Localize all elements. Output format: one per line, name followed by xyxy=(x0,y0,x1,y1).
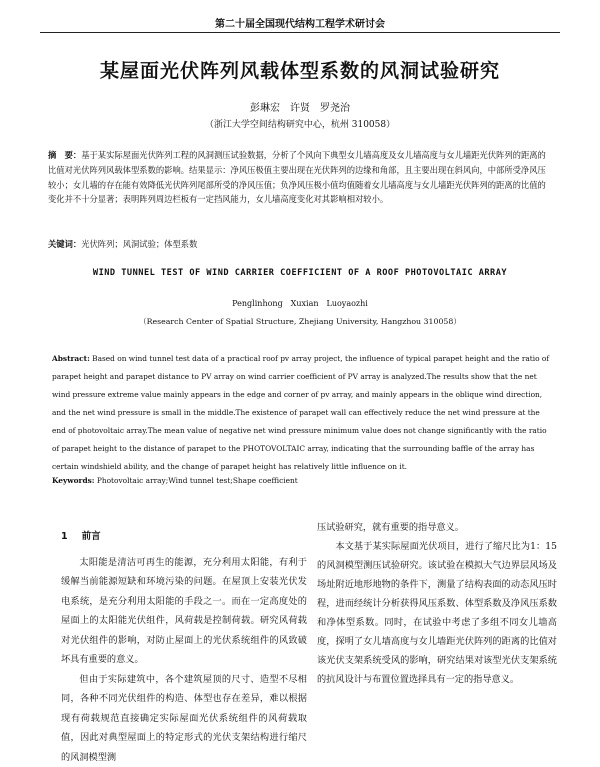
keywords-en-text: Photovoltaic array;Wind tunnel test;Shape coefficient xyxy=(95,476,298,485)
abstract-en-label: Abstract: xyxy=(52,354,90,363)
keywords-en-label: Keywords: xyxy=(52,476,95,485)
paper-title-cn: 某屋面光伏阵列风载体型系数的风洞试验研究 xyxy=(0,56,600,83)
keywords-cn-text: 光伏阵列；风洞试验；体型系数 xyxy=(81,239,197,249)
keywords-cn xyxy=(48,238,554,250)
abstract-cn-label: 摘 要： xyxy=(48,150,81,160)
body-paragraph: 本文基于某实际屋面光伏项目，进行了缩尺比为1：15的风洞模型测压试验研究。该试验在模拟大气边界层风场及场址附近地形地物的条件下，测量了结构表面的动态风压时程，进而经统计分析获得风压系数、体型系数及净风压系数和净体型系数。同时，在试验中考虑了多组不同女儿墙高度，探明了女儿墙高度与女儿墙距光伏阵列的距离的比值对该光伏支架系统受风的影响，研究结果对该型光伏支架系统的抗风设计与布置位置选择具有一定的指导意义。 xyxy=(317,537,557,689)
body-column-right xyxy=(317,518,557,689)
keywords-cn-label: 关键词： xyxy=(48,239,81,249)
authors-en: Penglinhong Xuxian Luoyaozhi xyxy=(0,298,600,309)
abstract-en xyxy=(52,350,552,476)
paper-title-en: WIND TUNNEL TEST OF WIND CARRIER COEFFICIENT OF A ROOF PHOTOVOLTAIC ARRAY xyxy=(0,268,600,278)
body-column-left xyxy=(61,527,307,767)
affiliation-en: （Research Center of Spatial Structure, Zhejiang University, Hangzhou 310058） xyxy=(0,316,600,327)
conference-header: 第二十届全国现代结构工程学术研讨会 xyxy=(0,15,600,30)
section-heading xyxy=(61,527,307,547)
header-rule xyxy=(40,32,560,33)
body-paragraph: 压试验研究，就有重要的指导意义。 xyxy=(317,518,557,537)
abstract-cn xyxy=(48,148,554,207)
keywords-en xyxy=(52,476,552,485)
abstract-en-text: Based on wind tunnel test data of a practical roof pv array project, the influence of typical parapet height and the ratio of parapet height and parapet distance to PV array on wind carrier coefficient of PV array is analyzed.The results show that the net wind pressure extreme value mainly appears in the edge and corner of pv array, and mainly appears in the oblique wind direction, and the net wind pressure is small in the middle.The existence of parapet wall can effectively reduce the net wind pressure at the end of photovoltaic array.The mean value of negative net wind pressure minimum value does not change significantly with the ratio of parapet height to the distance of parapet to the PHOTOVOLTAIC array, indicating that the surrounding baffle of the array has certain windshield ability, and the change of parapet height has relatively little influence on it. xyxy=(52,354,549,471)
affiliation-cn: （浙江大学空间结构研究中心，杭州 310058） xyxy=(0,117,600,130)
body-paragraph: 但由于实际建筑中，各个建筑屋顶的尺寸、造型不尽相同，各种不同光伏组件的构造、体型也存在差异，难以根据现有荷载规范直接确定实际屋面光伏系统组件的风荷载取值，因此对典型屋面上的特定形式的光伏支架结构进行缩尺的风洞模型测 xyxy=(61,670,307,767)
abstract-cn-text: 基于某实际屋面光伏阵列工程的风洞测压试验数据，分析了个风向下典型女儿墙高度及女儿墙高度与女儿墙距光伏阵列的距离的比值对光伏阵列风载体型系数的影响。结果显示：净风压极值主要出现在光伏阵列的边缘和角部，且主要出现在斜风向，中部所受净风压较小；女儿墙的存在能有效降低光伏阵列尾部所受的净风压值；负净风压极小值均值随着女儿墙高度与女儿墙距光伏阵列的距离的比值的变化并不十分显著；表明阵列周边栏板有一定挡风能力，女儿墙高度变化对其影响相对较小。 xyxy=(48,150,546,204)
section-number: 1 xyxy=(61,531,68,542)
authors-cn: 彭琳宏 许贤 罗尧治 xyxy=(0,99,600,114)
body-paragraph: 太阳能是清洁可再生的能源，充分利用太阳能，有利于缓解当前能源短缺和环境污染的问题。在屋顶上安装光伏发电系统，是充分利用太阳能的手段之一。而在一定高度处的屋面上的太阳能光伏组件，风荷载是控制荷载。研究风荷载对光伏组件的影响，对防止屋面上的光伏系统组件的风致破坏具有重要的意义。 xyxy=(61,553,307,670)
section-title: 前言 xyxy=(82,531,101,542)
